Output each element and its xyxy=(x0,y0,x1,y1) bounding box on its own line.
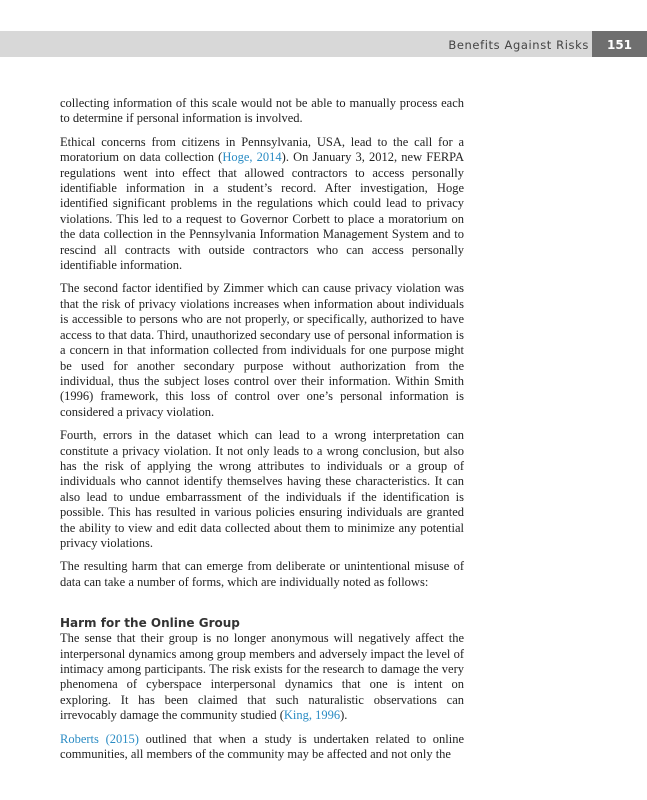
paragraph-text: Ethical concerns from citizens in Pennsylvania, USA, lead to the call for a moratorium on data collection ( xyxy=(60,134,464,165)
paragraph-text: outlined that when a study is undertaken related to online communities, all members of the community may be affected and not only the xyxy=(60,731,464,762)
paragraph: The second factor identified by Zimmer which can cause privacy violation was that the risk of privacy violations increases when information about individuals is accessible to persons who are not properly, or specifically, authorized to have access to that data. Third, unauthorized secondary use of personal information is a concern in that information collected from individuals for one purpose might be used for another secondary purpose without authorization from the individual, thus the subject loses control over their information. Within Smith (1996) framework, this loss of control over one’s personal information is considered a privacy violation. xyxy=(60,281,464,419)
page-number: 151 xyxy=(592,31,647,57)
paragraph: The resulting harm that can emerge from deliberate or unintentional misuse of data can take a number of forms, which are individually noted as follows: xyxy=(60,559,464,589)
paragraph: Fourth, errors in the dataset which can lead to a wrong interpretation can constitute a privacy violation. It not only leads to a wrong conclusion, but also has the risk of applying the wrong attributes to individuals or a group of individuals who cannot identify themselves having these characteristics. It can also lead to undue embarrassment of the individuals if the identification is possible. This has resulted in various policies ensuring individuals are granted the ability to view and edit data collected about them to minimize any potential privacy violations. xyxy=(60,428,464,550)
paragraph: collecting information of this scale would not be able to manually process each to determine if personal information is involved. xyxy=(60,96,464,126)
paragraph xyxy=(60,135,464,274)
citation-link[interactable]: Hoge, 2014 xyxy=(222,150,282,165)
citation-link[interactable]: Roberts (2015) xyxy=(60,731,139,746)
paragraph xyxy=(60,732,464,763)
paragraph-text: ). On January 3, 2012, new FERPA regulations went into effect that allowed contractors to access personally identifiable information in a student’s record. After investigation, Hoge identified significant problems in the regulations which could lead to privacy violations. This led to a request to Governor Corbett to place a moratorium on the data collection in the Pennsylvania Information Management System and to rescind all contracts with outside contractors who can access personally identifiable information. xyxy=(60,150,464,273)
running-title: Benefits Against Risks xyxy=(448,38,589,52)
paragraph xyxy=(60,631,464,723)
paragraph-text: The sense that their group is no longer anonymous will negatively affect the interpersonal dynamics among group members and adversely impact the level of intimacy among participants. The risk exists for the research to damage the very phenomena of cyberspace interpersonal dynamics that one is intent on exploring. It has been claimed that such naturalistic observations can irrevocably damage the community studied ( xyxy=(60,631,464,723)
citation-link[interactable]: King, 1996 xyxy=(283,708,341,723)
body-text xyxy=(60,96,464,770)
section-heading: Harm for the Online Group xyxy=(60,616,240,631)
paragraph-text: ). xyxy=(340,708,348,723)
